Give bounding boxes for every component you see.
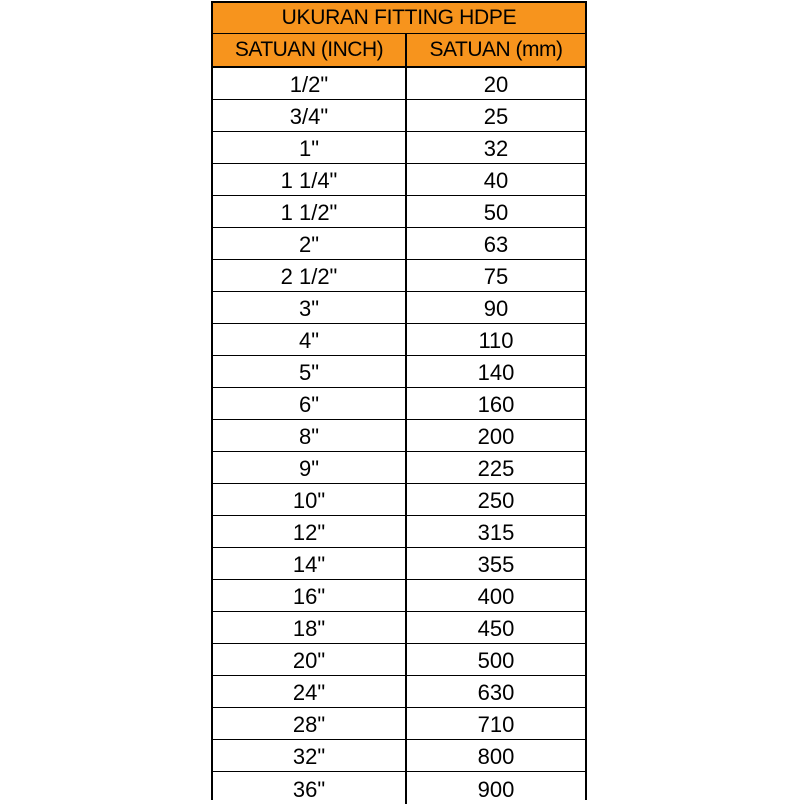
table-row: [213, 324, 585, 356]
cell-mm: 250: [477, 488, 515, 513]
table-row: [213, 100, 585, 132]
table-row: [213, 548, 585, 580]
table-row: [213, 292, 585, 324]
cell-mm: 32: [483, 136, 509, 161]
table-title: UKURAN FITTING HDPE: [213, 3, 585, 34]
cell-mm: 40: [483, 168, 509, 193]
table-row: [213, 228, 585, 260]
cell-mm: 450: [477, 616, 515, 641]
table-row: [213, 708, 585, 740]
cell-inch: 24": [213, 676, 407, 707]
cell-mm: 800: [477, 744, 515, 769]
header-inch: SATUAN (INCH): [213, 34, 407, 66]
cell-mm: 50: [483, 200, 509, 225]
cell-mm: 225: [477, 456, 515, 481]
table-row: [213, 772, 585, 804]
table-body: [213, 68, 585, 804]
cell-inch: 32": [213, 740, 407, 771]
cell-inch: 16": [213, 580, 407, 611]
cell-inch: 2": [213, 228, 407, 259]
cell-inch: 18": [213, 612, 407, 643]
cell-inch: 12": [213, 516, 407, 547]
cell-inch: 3/4": [213, 100, 407, 131]
cell-inch: 1": [213, 132, 407, 163]
cell-mm: 63: [483, 232, 509, 257]
cell-mm: 900: [477, 776, 515, 802]
cell-inch: 2 1/2": [213, 260, 407, 291]
cell-mm: 315: [477, 520, 515, 545]
cell-inch: 1 1/2": [213, 196, 407, 227]
table-row: [213, 260, 585, 292]
cell-inch: 9": [213, 452, 407, 483]
table-row: [213, 676, 585, 708]
table-row: [213, 356, 585, 388]
cell-mm: 630: [477, 680, 515, 705]
table-row: [213, 420, 585, 452]
cell-inch: 14": [213, 548, 407, 579]
cell-mm: 25: [483, 104, 509, 129]
table-row: [213, 484, 585, 516]
cell-inch: 36": [213, 772, 407, 804]
cell-mm: 160: [477, 392, 515, 417]
cell-inch: 5": [213, 356, 407, 387]
cell-mm: 75: [483, 264, 509, 289]
cell-inch: 4": [213, 324, 407, 355]
table-row: [213, 516, 585, 548]
table-row: [213, 644, 585, 676]
table-row: [213, 452, 585, 484]
cell-mm: 140: [477, 360, 515, 385]
cell-inch: 28": [213, 708, 407, 739]
table-header-row: [213, 34, 585, 68]
cell-inch: 20": [213, 644, 407, 675]
cell-mm: 355: [477, 552, 515, 577]
cell-inch: 6": [213, 388, 407, 419]
table-row: [213, 580, 585, 612]
cell-mm: 20: [483, 72, 509, 97]
cell-inch: 10": [213, 484, 407, 515]
table-row: [213, 164, 585, 196]
cell-inch: 8": [213, 420, 407, 451]
cell-mm: 400: [477, 584, 515, 609]
cell-inch: 1 1/4": [213, 164, 407, 195]
table-row: [213, 196, 585, 228]
cell-mm: 200: [477, 424, 515, 449]
cell-mm: 500: [477, 648, 515, 673]
cell-inch: 1/2": [213, 68, 407, 99]
cell-mm: 110: [478, 328, 514, 353]
table-row: [213, 612, 585, 644]
table-row: [213, 388, 585, 420]
cell-mm: 90: [483, 296, 509, 321]
table-row: [213, 132, 585, 164]
table-row: [213, 740, 585, 772]
table-row: [213, 68, 585, 100]
size-table: [211, 1, 587, 800]
cell-mm: 710: [477, 712, 515, 737]
header-mm: SATUAN (mm): [429, 38, 563, 61]
cell-inch: 3": [213, 292, 407, 323]
